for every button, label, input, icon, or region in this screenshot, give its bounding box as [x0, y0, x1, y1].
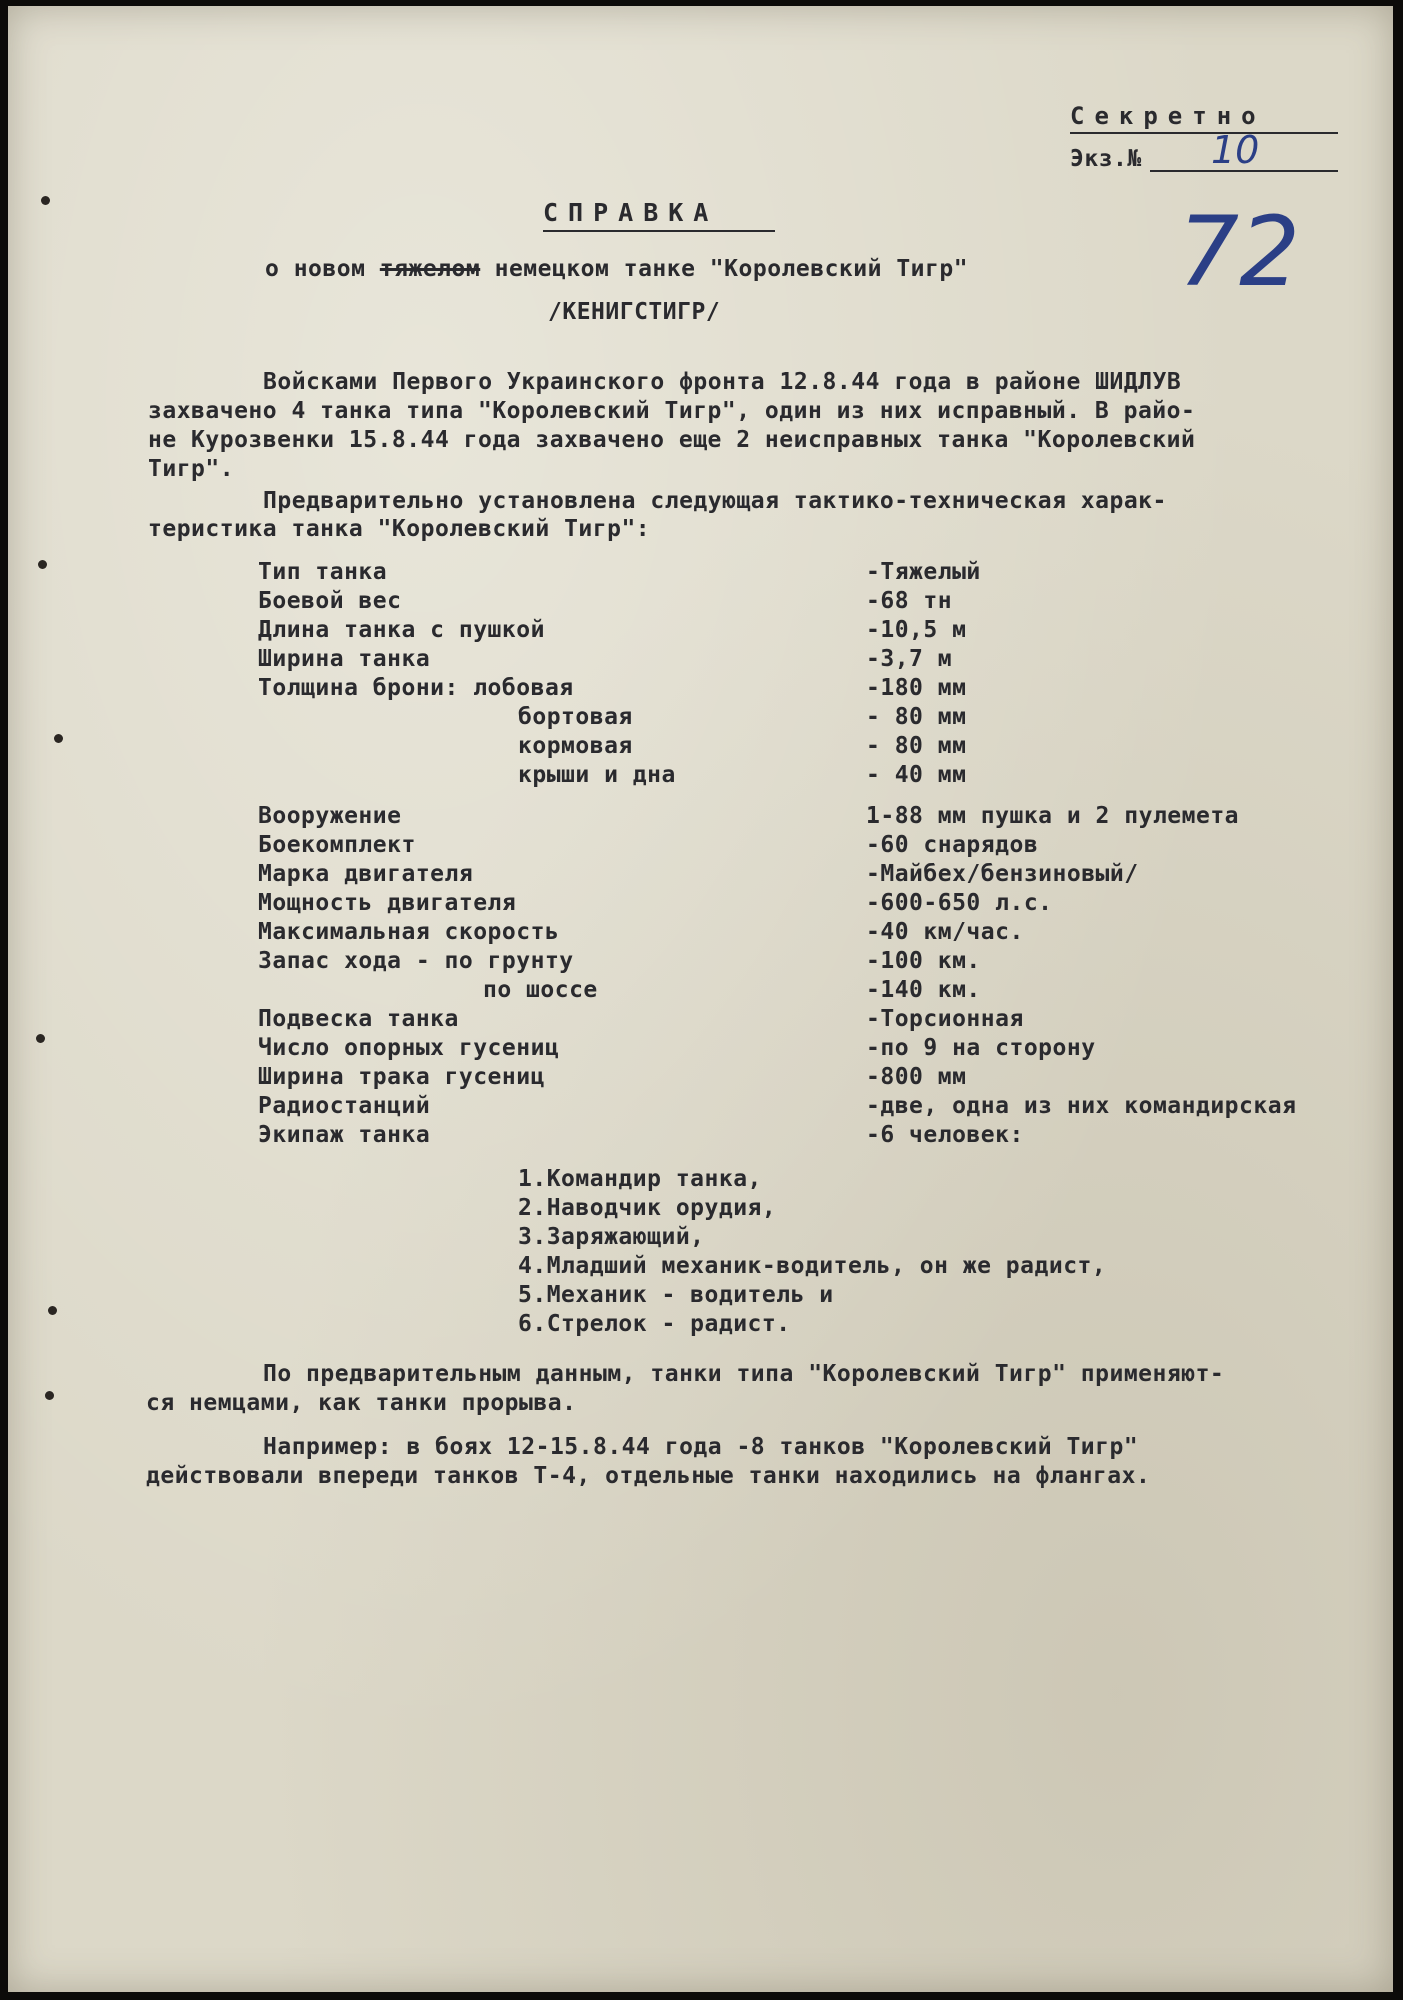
punch-hole	[36, 1034, 45, 1043]
intro-line: Предварительно установлена следующая тактико-техническая харак-	[263, 488, 1167, 514]
spec-value: -3,7 м	[866, 646, 953, 672]
closing-line: Например: в боях 12-15.8.44 года -8 танков "Королевский Тигр"	[263, 1434, 1139, 1460]
spec-value: -180 мм	[866, 675, 967, 701]
spec-value: -60 снарядов	[866, 832, 1039, 858]
crew-item: 2.Наводчик орудия,	[518, 1195, 777, 1221]
classification-stamp: Секретно	[1070, 102, 1266, 130]
spec-value: - 40 мм	[866, 762, 967, 788]
subtitle-line2: /КЕНИГСТИГР/	[548, 299, 721, 325]
spec-label: бортовая	[518, 704, 633, 730]
document-page	[8, 6, 1393, 1992]
closing-line: По предварительным данным, танки типа "Королевский Тигр" применяют-	[263, 1361, 1225, 1387]
spec-label: по шоссе	[483, 977, 598, 1003]
punch-hole	[41, 196, 50, 205]
punch-hole	[45, 1391, 54, 1400]
sheet-number: 72	[1178, 196, 1301, 308]
spec-label: Запас хода - по грунту	[258, 948, 574, 974]
spec-label: Экипаж танка	[258, 1122, 431, 1148]
spec-label: Мощность двигателя	[258, 890, 517, 916]
crew-item: 6.Стрелок - радист.	[518, 1311, 791, 1337]
spec-value: -две, одна из них командирская	[866, 1093, 1297, 1119]
spec-label: Подвеска танка	[258, 1006, 459, 1032]
spec-label: Марка двигателя	[258, 861, 474, 887]
copy-number: 10	[1211, 128, 1260, 172]
crew-item: 5.Механик - водитель и	[518, 1282, 834, 1308]
spec-label: кормовая	[518, 733, 633, 759]
spec-value: -140 км.	[866, 977, 981, 1003]
crew-item: 4.Младший механик-водитель, он же радист,	[518, 1253, 1107, 1279]
spec-value: - 80 мм	[866, 733, 967, 759]
spec-label: крыши и дна	[518, 762, 676, 788]
struck-word: тяжелом	[379, 256, 481, 282]
subtitle-line1	[265, 256, 968, 282]
spec-value: -100 км.	[866, 948, 981, 974]
subtitle-before: о новом	[265, 256, 366, 282]
spec-label: Ширина трака гусениц	[258, 1064, 545, 1090]
document-title: СПРАВКА	[543, 198, 719, 227]
title-underline	[543, 230, 775, 232]
closing-line: ся немцами, как танки прорыва.	[146, 1390, 577, 1416]
intro-line: теристика танка "Королевский Тигр":	[148, 516, 651, 542]
classification-underline	[1070, 132, 1338, 134]
spec-label: Длина танка с пушкой	[258, 617, 545, 643]
spec-label: Вооружение	[258, 803, 402, 829]
intro-line: захвачено 4 танка типа "Королевский Тигр", один из них исправный. В райо-	[148, 398, 1196, 424]
spec-value: -по 9 на сторону	[866, 1035, 1096, 1061]
spec-value: -68 тн	[866, 588, 953, 614]
spec-value: 1-88 мм пушка и 2 пулемета	[866, 803, 1240, 829]
spec-value: -600-650 л.с.	[866, 890, 1053, 916]
spec-value: -800 мм	[866, 1064, 967, 1090]
punch-hole	[48, 1306, 57, 1315]
crew-item: 3.Заряжающий,	[518, 1224, 705, 1250]
spec-value: -10,5 м	[866, 617, 967, 643]
spec-label: Радиостанций	[258, 1093, 431, 1119]
punch-hole	[54, 734, 63, 743]
spec-label: Максимальная скорость	[258, 919, 560, 945]
intro-line: не Курозвенки 15.8.44 года захвачено еще 2 неисправных танка "Королевский	[148, 427, 1196, 453]
spec-label: Боекомплект	[258, 832, 416, 858]
spec-value: -Торсионная	[866, 1006, 1024, 1032]
intro-line: Войсками Первого Украинского фронта 12.8.44 года в районе ШИДЛУВ	[263, 369, 1182, 395]
punch-hole	[38, 560, 47, 569]
spec-label: Ширина танка	[258, 646, 431, 672]
intro-line: Тигр".	[148, 456, 235, 482]
copy-label: Экз.№	[1070, 146, 1142, 172]
closing-line: действовали впереди танков Т-4, отдельные танки находились на флангах.	[146, 1463, 1151, 1489]
spec-label: Тип танка	[258, 559, 388, 585]
crew-item: 1.Командир танка,	[518, 1166, 762, 1192]
spec-label: Толщина брони: лобовая	[258, 675, 574, 701]
subtitle-after: немецком танке "Королевский Тигр"	[494, 256, 969, 282]
spec-value: -Майбех/бензиновый/	[866, 861, 1139, 887]
spec-value: -40 км/час.	[866, 919, 1024, 945]
spec-value: -Тяжелый	[866, 559, 981, 585]
spec-label: Число опорных гусениц	[258, 1035, 560, 1061]
spec-value: -6 человек:	[866, 1122, 1024, 1148]
spec-label: Боевой вес	[258, 588, 402, 614]
spec-value: - 80 мм	[866, 704, 967, 730]
